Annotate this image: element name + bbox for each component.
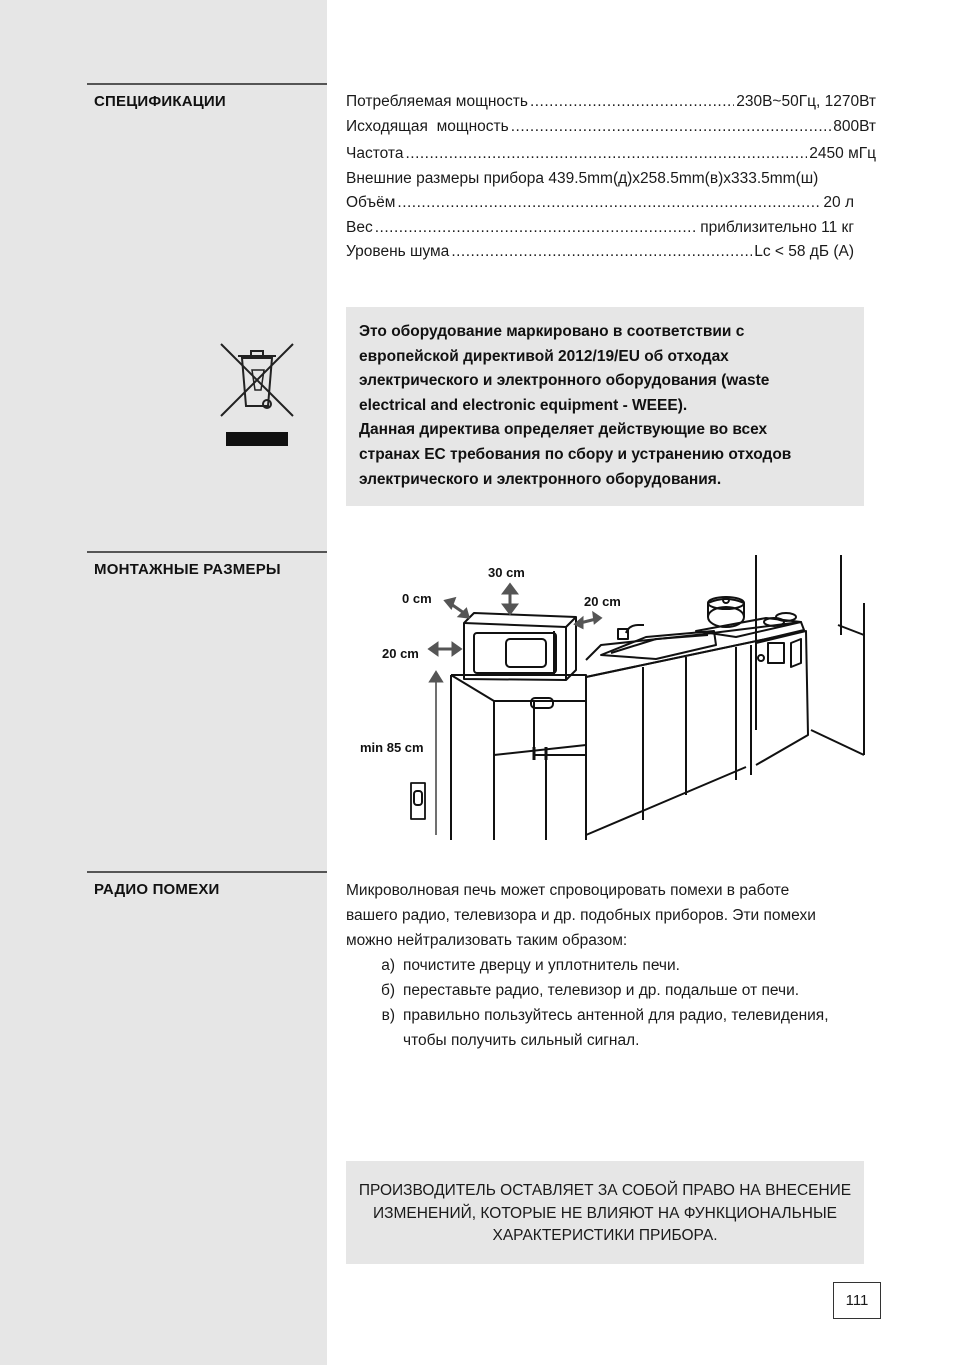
spec-row: [346, 167, 876, 192]
page-number: 111: [833, 1282, 881, 1319]
dot-leader: [375, 216, 698, 241]
list-item-text: [403, 1003, 829, 1053]
min-height-label: min 85 cm: [360, 740, 424, 755]
spec-value: 800Вт: [833, 117, 876, 135]
radio-intro-line: можно нейтрализовать таким образом:: [346, 932, 628, 949]
dot-leader: [530, 90, 734, 115]
spec-label: Исходящая мощность: [346, 117, 509, 135]
weee-line: electrical and electronic equipment - WEEE).: [359, 396, 688, 414]
clearance-top-label: 30 cm: [488, 565, 525, 580]
clearance-back-label: 0 cm: [402, 591, 432, 606]
spec-row: [346, 216, 876, 241]
spec-label: Частота: [346, 145, 404, 162]
notice-line: ПРОИЗВОДИТЕЛЬ ОСТАВЛЯЕТ ЗА СОБОЙ ПРАВО НА ВНЕСЕНИЕ: [358, 1182, 852, 1199]
spec-row: [346, 115, 876, 140]
dot-leader: [451, 240, 752, 265]
spec-row: [346, 240, 876, 265]
list-item-line: правильно пользуйтесь антенной для радио, телевидения,: [403, 1007, 829, 1024]
list-item: [346, 978, 866, 1003]
manufacturer-notice-text: [346, 1180, 864, 1248]
spec-row: [346, 142, 876, 167]
radio-section-title: РАДИО ПОМЕХИ: [94, 881, 220, 898]
weee-line: Данная директива определяет действующие во всех: [359, 421, 768, 439]
clearance-left-label: 20 cm: [382, 646, 419, 661]
spec-label: Внешние размеры прибора 439.5mm(д)x258.5mm(в)x333.5mm(ш): [346, 169, 819, 187]
weee-line: электрического и электронного оборудования.: [359, 470, 722, 488]
section-divider: [87, 83, 327, 85]
section-divider: [87, 871, 327, 873]
notice-line: ИЗМЕНЕНИЙ, КОТОРЫЕ НЕ ВЛИЯЮТ НА ФУНКЦИОНАЛЬНЫЕ: [372, 1204, 838, 1222]
weee-line: европейской директивой 2012/19/EU об отходах: [359, 347, 729, 365]
list-item-text: переставьте радио, телевизор и др. подальше от печи.: [403, 982, 800, 999]
spec-value: Lc < 58 дБ (A): [754, 243, 854, 260]
weee-line: электрического и электронного оборудования (waste: [359, 372, 770, 390]
weee-line: странах ЕС требования по сбору и устранению отходов: [359, 445, 792, 463]
installation-clearance-diagram: [346, 555, 866, 840]
specs-section-title: СПЕЦИФИКАЦИИ: [94, 93, 226, 110]
specs-list: [346, 90, 876, 265]
spec-value: приблизительно 11 кг: [700, 218, 854, 236]
spec-label: Вес: [346, 218, 373, 236]
section-divider: [87, 551, 327, 553]
spec-label: Потребляемая мощность: [346, 93, 528, 110]
crossed-out-wheelie-bin-icon: [218, 340, 296, 448]
weee-line: Это оборудование маркировано в соответствии с: [359, 323, 745, 340]
spec-value: 2450 мГц: [809, 145, 876, 162]
dot-leader: [405, 142, 807, 167]
radio-interference-text: [346, 878, 866, 1053]
list-item: [346, 1003, 866, 1053]
list-item-line: чтобы получить сильный сигнал.: [403, 1032, 640, 1049]
radio-intro-line: вашего радио, телевизора и др. подобных приборов. Эти помехи: [346, 907, 816, 924]
mounting-section-title: МОНТАЖНЫЕ РАЗМЕРЫ: [94, 561, 281, 578]
spec-value: 20 л: [823, 194, 854, 211]
clearance-right-label: 20 cm: [584, 594, 621, 609]
spec-row: [346, 90, 876, 115]
list-marker: б): [380, 982, 395, 999]
weee-notice-text: [359, 320, 854, 492]
list-marker: а): [381, 957, 395, 974]
list-marker: в): [381, 1007, 395, 1024]
spec-value: 230В~50Гц, 1270Вт: [736, 93, 876, 110]
notice-line: ХАРАКТЕРИСТИКИ ПРИБОРА.: [492, 1227, 718, 1244]
list-item-text: почистите дверцу и уплотнитель печи.: [403, 957, 680, 974]
spec-label: Уровень шума: [346, 243, 450, 260]
dot-leader: [397, 191, 821, 216]
spec-row: [346, 191, 876, 216]
radio-intro-line: Микроволновая печь может спровоцировать помехи в работе: [346, 882, 790, 899]
list-item: [346, 953, 866, 978]
left-margin-band: [0, 0, 327, 1365]
dot-leader: [511, 115, 832, 140]
radio-remedy-list: [346, 953, 866, 1053]
spec-label: Объём: [346, 194, 396, 211]
